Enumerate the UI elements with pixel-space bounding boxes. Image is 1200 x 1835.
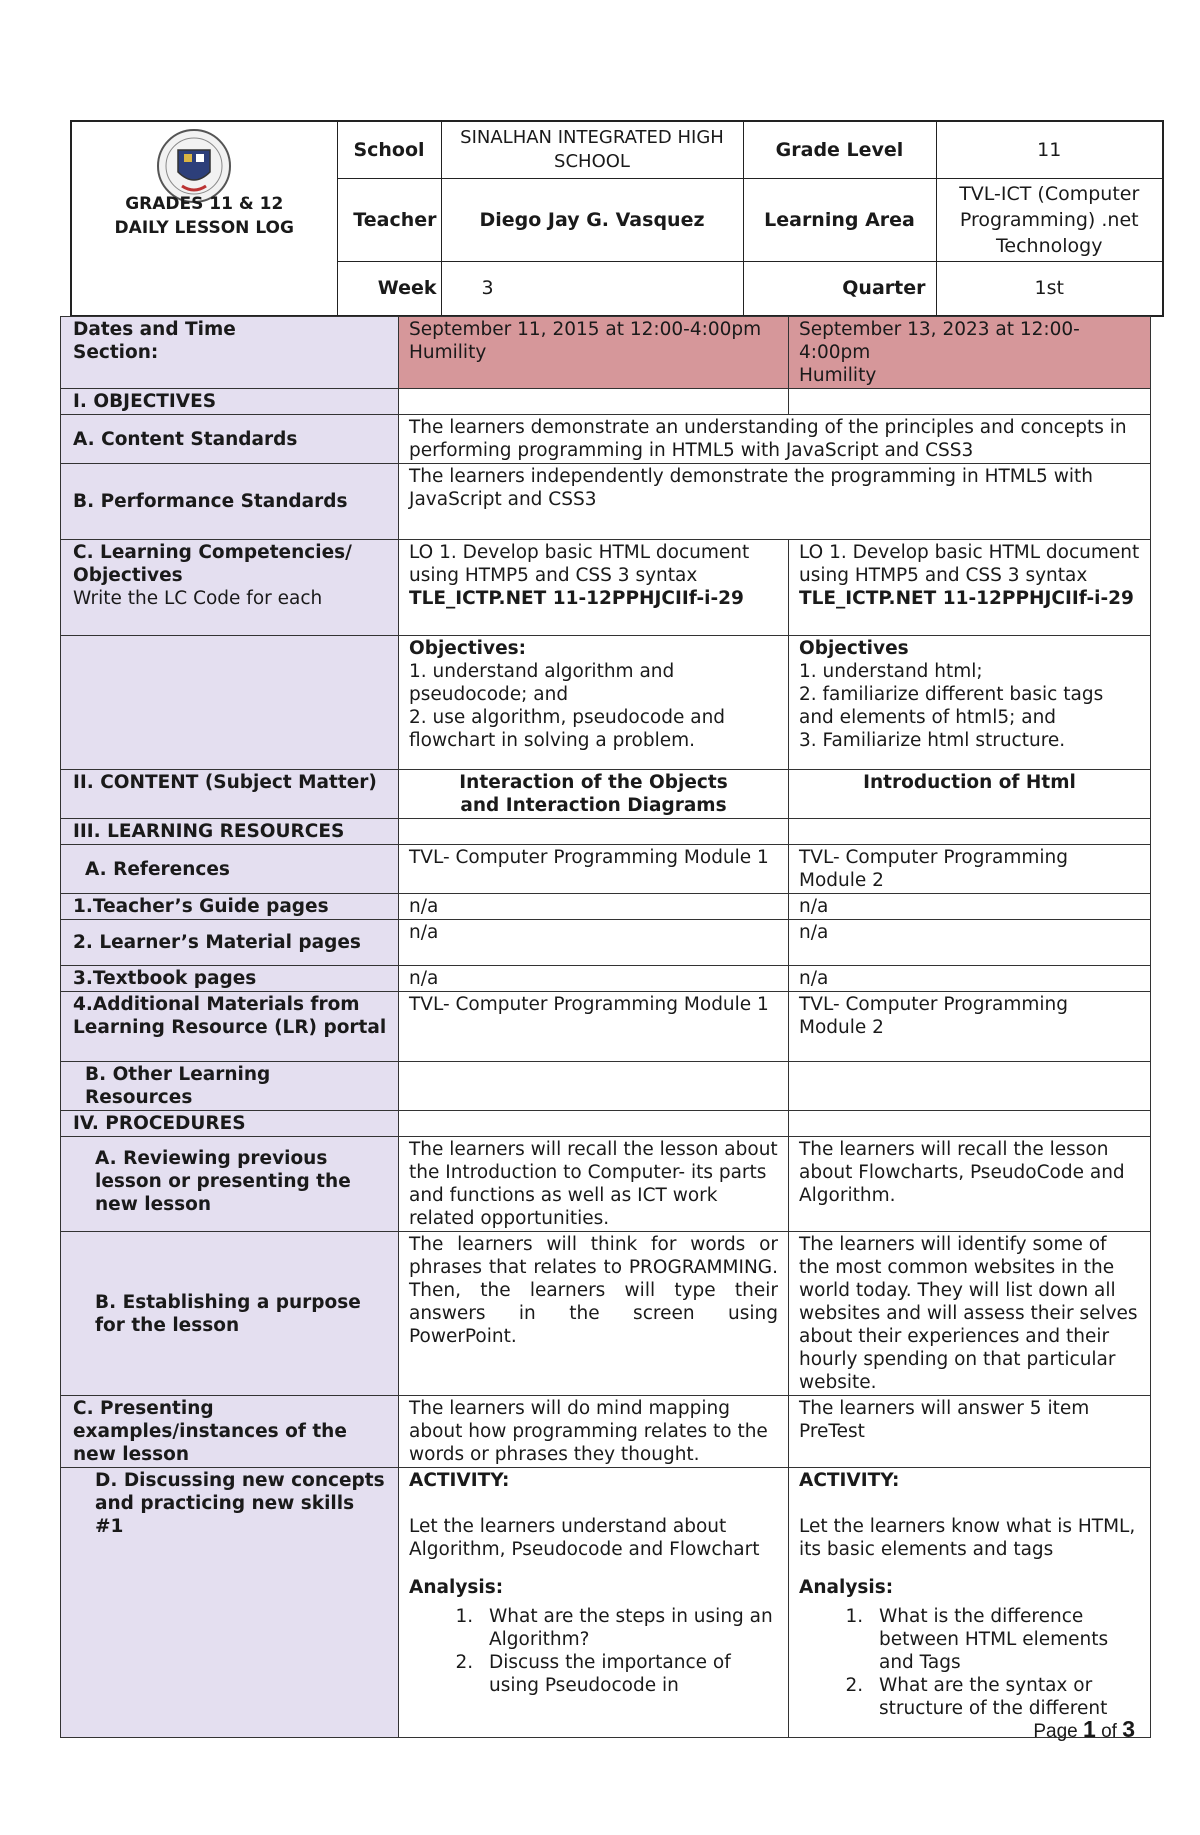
additional-materials-day1: TVL- Computer Programming Module 1 <box>399 992 789 1062</box>
learners-material-day2: n/a <box>789 920 1151 966</box>
area-value: TVL-ICT (Computer Programming) .net Technology <box>936 178 1163 261</box>
table-row <box>61 1396 1151 1468</box>
reviewing-label: A. Reviewing previous lesson or presenting the new lesson <box>61 1137 399 1232</box>
additional-materials-day2: TVL- Computer Programming Module 2 <box>789 992 1151 1062</box>
references-label: A. References <box>61 845 399 894</box>
table-row <box>61 920 1151 966</box>
school-value: SINALHAN INTEGRATED HIGH SCHOOL <box>441 121 743 178</box>
table-row <box>61 819 1151 845</box>
reviewing-day2: The learners will recall the lesson about Flowcharts, PseudoCode and Algorithm. <box>789 1137 1151 1232</box>
references-day1: TVL- Computer Programming Module 1 <box>399 845 789 894</box>
table-row <box>61 1111 1151 1137</box>
purpose-label: B. Establishing a purpose for the lesson <box>61 1232 399 1396</box>
analysis-list-day2 <box>799 1605 1140 1720</box>
area-label: Learning Area <box>743 178 936 261</box>
table-row <box>61 1232 1151 1396</box>
page-word: Page <box>1033 1721 1078 1742</box>
additional-materials-label: 4.Additional Materials from Learning Resource (LR) portal <box>61 992 399 1062</box>
resources-label: III. LEARNING RESOURCES <box>61 819 399 845</box>
presenting-label: C. Presenting examples/instances of the new lesson <box>61 1396 399 1468</box>
teachers-guide-day2: n/a <box>789 894 1151 920</box>
presenting-day1: The learners will do mind mapping about how programming relates to the words or phrases they thought. <box>399 1396 789 1468</box>
log-title-line2: DAILY LESSON LOG <box>114 218 294 238</box>
content-label: II. CONTENT (Subject Matter) <box>61 770 399 819</box>
teacher-value: Diego Jay G. Vasquez <box>441 178 743 261</box>
objectives-day1-title: Objectives: <box>409 638 527 659</box>
table-row <box>61 992 1151 1062</box>
discuss-text-day1: Let the learners understand about Algorithm, Pseudocode and Flowchart <box>409 1516 760 1560</box>
grade-label: Grade Level <box>743 121 936 178</box>
dates-label: Dates and Time <box>73 319 236 340</box>
grade-value: 11 <box>936 121 1163 178</box>
presenting-day2: The learners will answer 5 item PreTest <box>789 1396 1151 1468</box>
competency-code-day2: TLE_ICTP.NET 11-12PPHJCIIf-i-29 <box>799 588 1134 609</box>
objectives-day2-title: Objectives <box>799 638 909 659</box>
teachers-guide-label: 1.Teacher’s Guide pages <box>61 894 399 920</box>
table-row <box>61 1468 1151 1738</box>
table-row <box>61 966 1151 992</box>
analysis-title-day1: Analysis: <box>409 1577 504 1598</box>
list-item: 2. What are the syntax or structure of the different <box>869 1674 1140 1720</box>
content-day1: Interaction of the Objects and Interaction Diagrams <box>399 770 789 819</box>
list-item: 1. What is the difference between HTML elements and Tags <box>869 1605 1140 1674</box>
objective-day2-3: 3. Familiarize html structure. <box>799 730 1066 751</box>
learners-material-day1: n/a <box>399 920 789 966</box>
competency-code-day1: TLE_ICTP.NET 11-12PPHJCIIf-i-29 <box>409 588 744 609</box>
page-total: 3 <box>1122 1716 1135 1742</box>
competencies-label: C. Learning Competencies/ Objectives <box>73 542 352 586</box>
competency-day2: LO 1. Develop basic HTML document using HTMP5 and CSS 3 syntax <box>799 542 1140 586</box>
content-standards-label: A. Content Standards <box>61 415 399 464</box>
day2-section: Humility <box>799 365 877 386</box>
analysis-title-day2: Analysis: <box>799 1577 894 1598</box>
objective-day2-1: 1. understand html; <box>799 661 983 682</box>
day1-date: September 11, 2015 at 12:00-4:00pm <box>409 319 762 340</box>
textbook-day2: n/a <box>789 966 1151 992</box>
content-day2: Introduction of Html <box>789 770 1151 819</box>
performance-standards-value: The learners independently demonstrate the programming in HTML5 with JavaScript and CSS3 <box>399 464 1151 540</box>
day2-date: September 13, 2023 at 12:00-4:00pm <box>799 319 1080 363</box>
school-label: School <box>337 121 441 178</box>
log-title-line1: GRADES 11 & 12 <box>125 194 284 214</box>
activity-title-day1: ACTIVITY: <box>409 1470 510 1491</box>
textbook-day1: n/a <box>399 966 789 992</box>
logo-cell <box>71 121 337 316</box>
procedures-label: IV. PROCEDURES <box>61 1111 399 1137</box>
header-table <box>70 120 1164 317</box>
list-item: 2. Discuss the importance of using Pseudocode in <box>479 1651 778 1697</box>
purpose-day1: The learners will think for words or phrases that relates to PROGRAMMING. Then, the learners will type their answers in the screen using PowerPoint. <box>399 1232 789 1396</box>
table-row <box>61 1137 1151 1232</box>
table-row <box>61 540 1151 636</box>
reviewing-day1: The learners will recall the lesson about the Introduction to Computer- its parts and functions as well as ICT work related opportunities. <box>399 1137 789 1232</box>
content-standards-value: The learners demonstrate an understanding of the principles and concepts in performing programming in HTML5 with JavaScript and CSS3 <box>399 415 1151 464</box>
page-current: 1 <box>1082 1716 1096 1742</box>
objectives-heading: I. OBJECTIVES <box>61 389 399 415</box>
section-label: Section: <box>73 342 159 363</box>
activity-title-day2: ACTIVITY: <box>799 1470 900 1491</box>
performance-standards-label: B. Performance Standards <box>61 464 399 540</box>
purpose-day2: The learners will identify some of the most common websites in the world today. They will list down all websites and will assess their selves about their experiences and their hourly spending on that particular website. <box>789 1232 1151 1396</box>
learners-material-label: 2. Learner’s Material pages <box>61 920 399 966</box>
table-row <box>61 317 1151 389</box>
textbook-label: 3.Textbook pages <box>61 966 399 992</box>
discussing-label: D. Discussing new concepts and practicing new skills #1 <box>61 1468 399 1738</box>
other-resources-label: B. Other Learning Resources <box>61 1062 399 1111</box>
quarter-value: 1st <box>936 261 1163 316</box>
lesson-log-table <box>60 316 1151 1738</box>
week-value: 3 <box>441 261 743 316</box>
objective-day1-1: 1. understand algorithm and pseudocode; and <box>409 661 675 705</box>
competency-day1: LO 1. Develop basic HTML document using HTMP5 and CSS 3 syntax <box>409 542 750 586</box>
table-row <box>61 1062 1151 1111</box>
list-item: 1. What are the steps in using an Algorithm? <box>479 1605 778 1651</box>
page-number <box>1033 1716 1135 1743</box>
of-word: of <box>1101 1721 1117 1742</box>
table-row <box>61 415 1151 464</box>
table-row <box>61 636 1151 770</box>
objective-day2-2: 2. familiarize different basic tags and elements of html5; and <box>799 684 1104 728</box>
teachers-guide-day1: n/a <box>399 894 789 920</box>
table-row <box>61 389 1151 415</box>
day1-section: Humility <box>409 342 487 363</box>
references-day2: TVL- Computer Programming Module 2 <box>789 845 1151 894</box>
week-label: Week <box>337 261 441 316</box>
table-row <box>61 464 1151 540</box>
teacher-label: Teacher <box>337 178 441 261</box>
objective-day1-2: 2. use algorithm, pseudocode and flowchart in solving a problem. <box>409 707 726 751</box>
table-row <box>61 845 1151 894</box>
table-row <box>61 770 1151 819</box>
quarter-label: Quarter <box>743 261 936 316</box>
table-row <box>61 894 1151 920</box>
discuss-text-day2: Let the learners know what is HTML, its basic elements and tags <box>799 1516 1136 1560</box>
competencies-sub: Write the LC Code for each <box>73 588 323 609</box>
analysis-list-day1 <box>409 1605 778 1697</box>
